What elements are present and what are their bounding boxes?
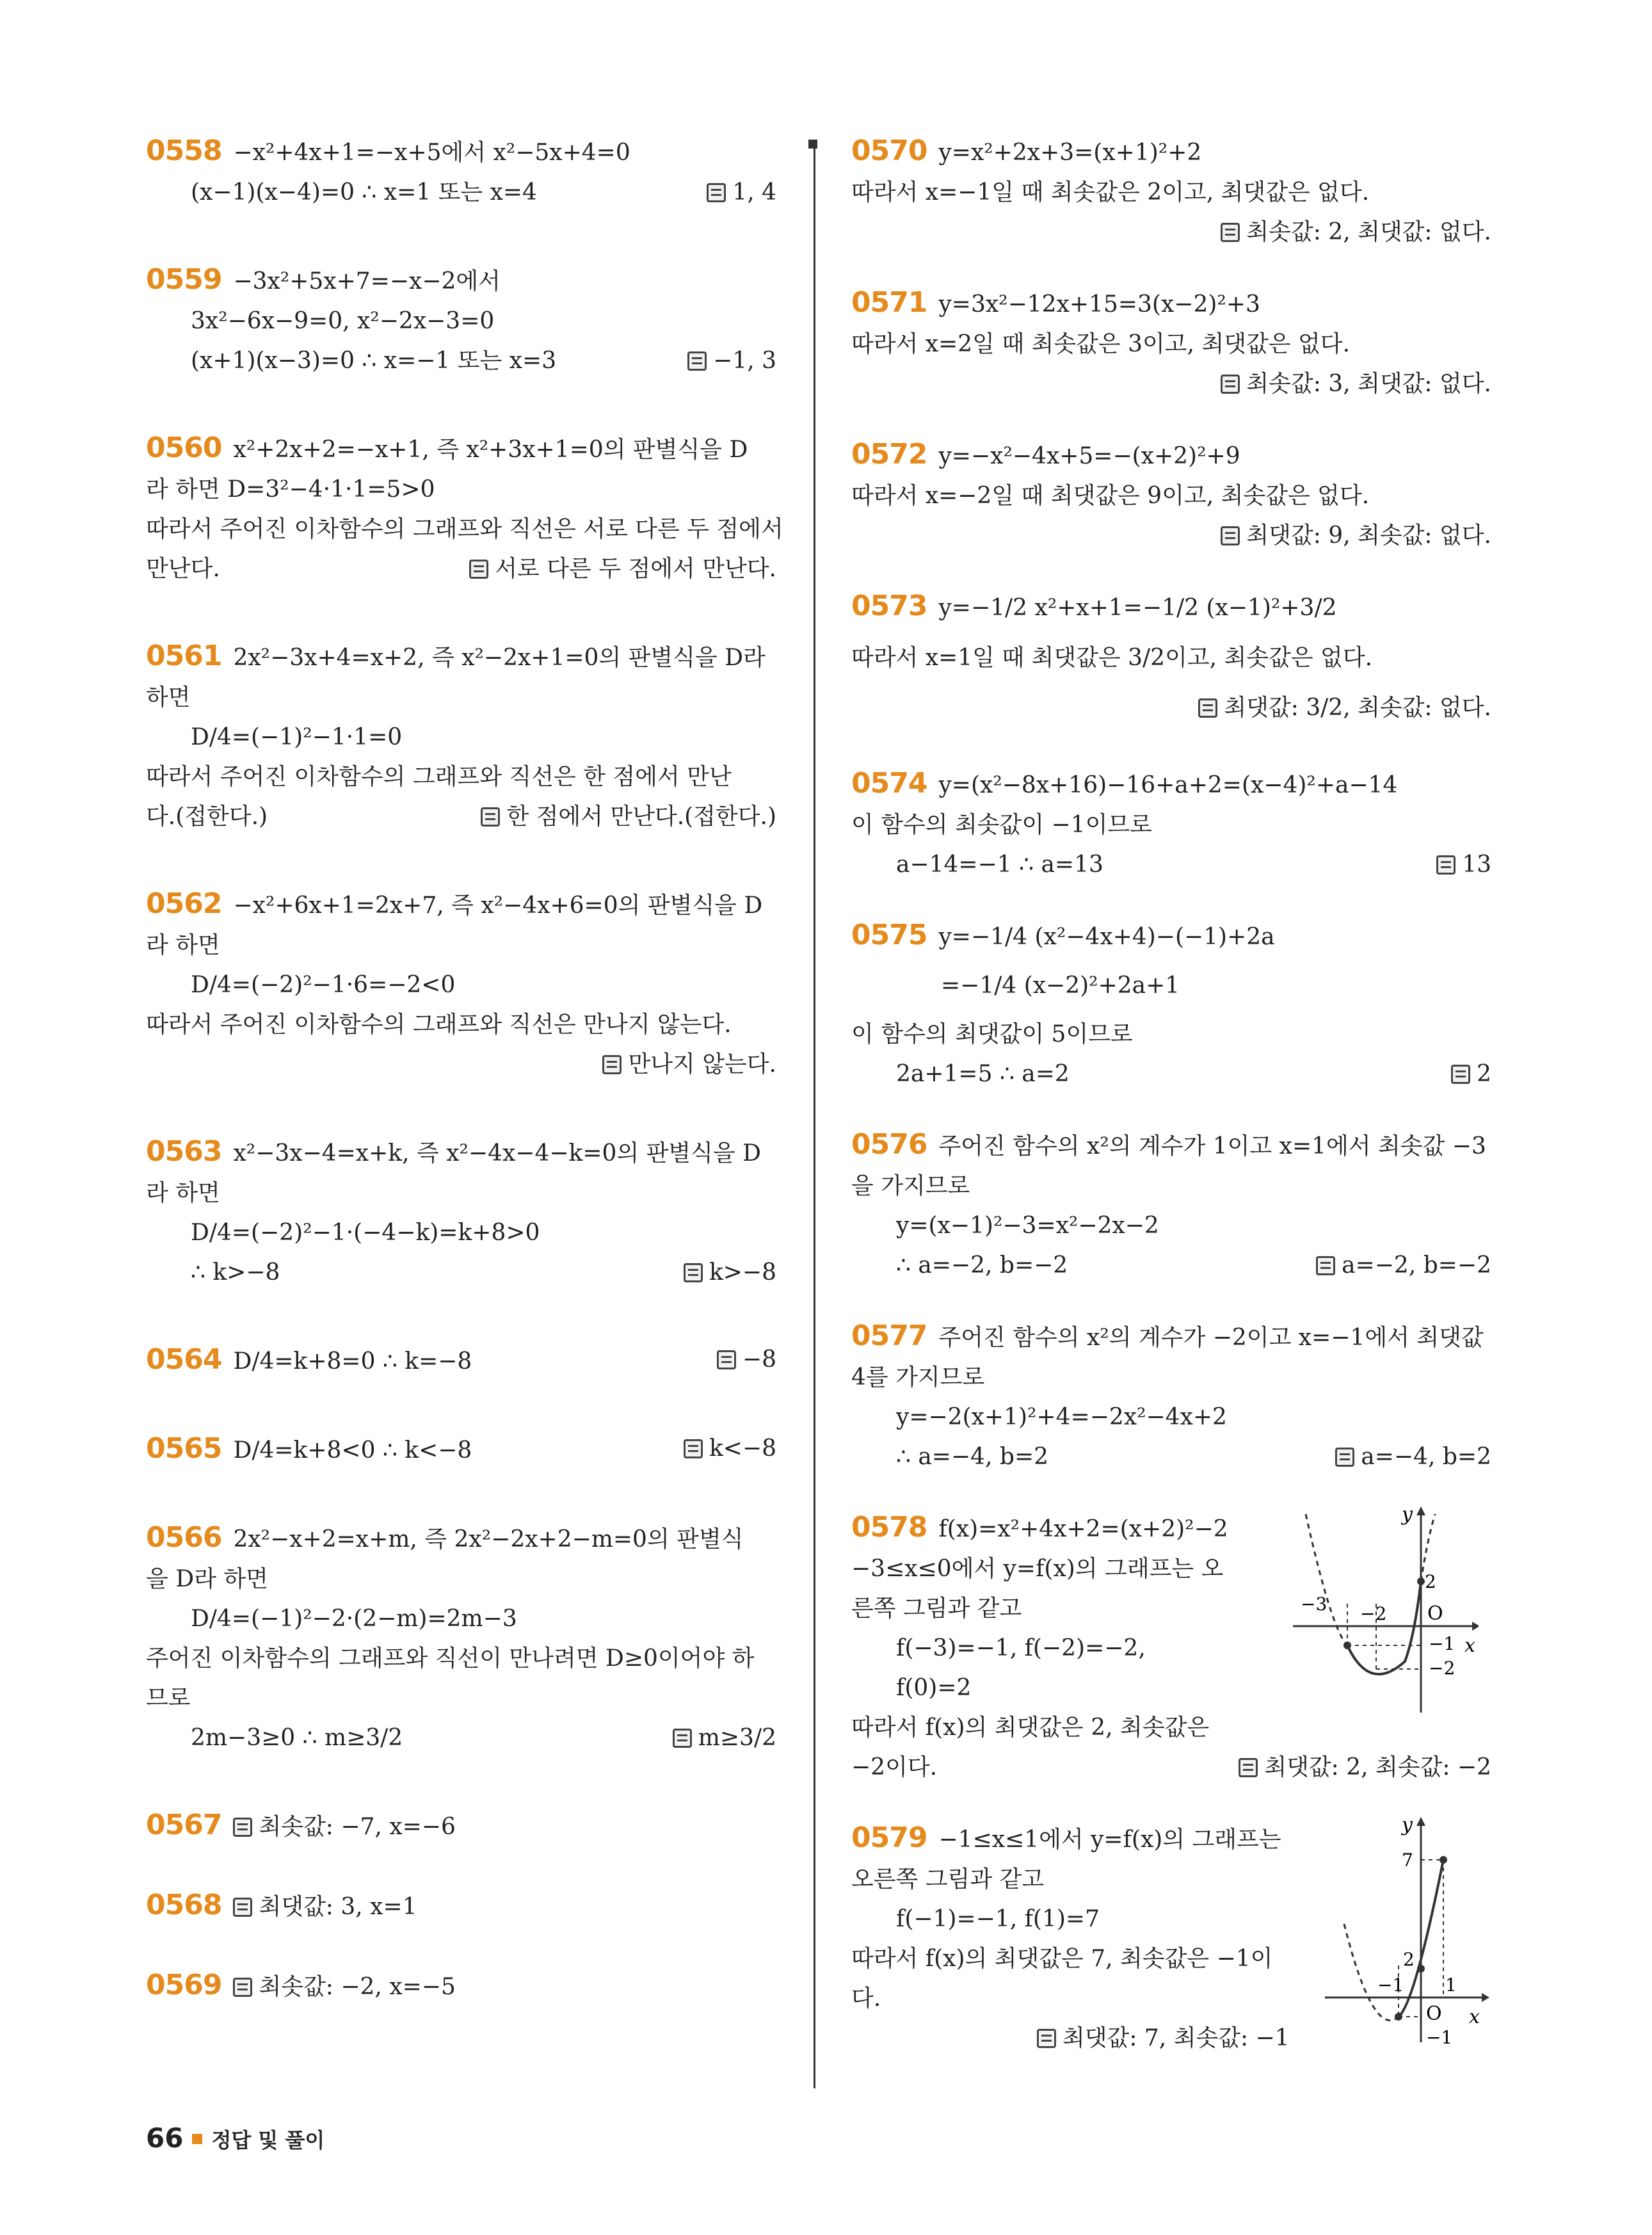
answer-icon <box>602 1055 622 1074</box>
problem-0573: 0573 y=−1/2 x²+x+1=−1/2 (x−1)²+3/2 따라서 x=1일 때 최댓값은 3/2이고, 최솟값은 없다. 최댓값: 3/2, 최솟값: 없다. <box>851 586 1491 728</box>
problem-0575: 0575 y=−1/4 (x²−4x+4)−(−1)+2a =−1/4 (x−2)²+2a+1 이 함수의 최댓값이 5이므로 2a+1=5 ∴ a=2 2 <box>851 916 1491 1094</box>
answer-icon <box>684 1263 703 1282</box>
answer: 만나지 않는다. <box>146 1045 776 1085</box>
answer: −1, 3 <box>687 341 776 381</box>
answer-icon <box>1221 223 1240 242</box>
problem-number: 0558 <box>146 134 222 167</box>
graph-0579 <box>1319 1812 1491 2055</box>
answer: 13 <box>1436 845 1491 885</box>
page-number: 66 <box>146 2122 184 2154</box>
problem-number: 0569 <box>146 1969 222 2001</box>
problem-number: 0559 <box>146 263 222 296</box>
answer-icon <box>481 807 500 827</box>
x-axis-arrow <box>1472 1622 1479 1631</box>
problem-number: 0573 <box>851 590 927 622</box>
problem-0560: 0560 x²+2x+2=−x+1, 즉 x²+3x+1=0의 판별식을 D 라 하면 D=3²−4·1·1=5>0 따라서 주어진 이차함수의 그래프와 직선은 서로 다른 두 점에서 만난다. 서로 다른 두 점에서 만난다. <box>146 428 776 589</box>
problem-0558: 0558 −x²+4x+1=−x+5에서 x²−5x+4=0 (x−1)(x−4)=0 ∴ x=1 또는 x=4 1, 4 <box>146 131 776 213</box>
answer-icon <box>684 1439 703 1458</box>
tick-minus1: −1 <box>1377 1974 1404 1996</box>
page-footer <box>146 2122 325 2154</box>
tick-minus3: −3 <box>1301 1594 1327 1615</box>
problem-0578: 0578 f(x)=x²+4x+2=(x+2)²−2 −3≤x≤0에서 y=f(x)의 그래프는 오 른쪽 그림과 같고 f(−3)=−1, f(−2)=−2, f(0)=2 따라서 f(x)의 최댓값은 2, 최솟값은 −2이다. 최댓값: 2, 최솟값: −2 y x O 2 −3 −2 −1 −2 <box>851 1508 1491 1787</box>
problem-number: 0565 <box>146 1432 222 1465</box>
problem-0577: 0577 주어진 함수의 x²의 계수가 −2이고 x=−1에서 최댓값 4를 가지므로 y=−2(x+1)²+4=−2x²−4x+2 ∴ a=−4, b=2 a=−4, b=2 <box>851 1316 1491 1477</box>
problem-number: 0567 <box>146 1809 222 1841</box>
y-axis-arrow <box>1416 1817 1425 1826</box>
point-start <box>1395 2013 1402 2021</box>
column-divider <box>814 142 815 2088</box>
answer-icon <box>1335 1448 1354 1467</box>
divider-mark <box>808 140 817 149</box>
answer-icon <box>1316 1256 1335 1275</box>
parabola-dashed-left <box>1344 1924 1399 2021</box>
problem-0569: 0569 최솟값: −2, x=−5 <box>146 1969 456 2001</box>
answer-icon <box>687 351 707 371</box>
problem-number: 0578 <box>851 1511 927 1544</box>
problem-number: 0577 <box>851 1319 927 1352</box>
origin-label: O <box>1426 2003 1442 2025</box>
y-label: y <box>1402 1814 1413 1836</box>
origin-label: O <box>1427 1602 1443 1625</box>
y-label: y <box>1402 1503 1413 1526</box>
problem-0571: 0571 y=3x²−12x+15=3(x−2)²+3 따라서 x=2일 때 최솟값은 3이고, 최댓값은 없다. 최솟값: 3, 최댓값: 없다. <box>851 283 1491 404</box>
problem-0567: 0567 최솟값: −7, x=−6 <box>146 1809 456 1841</box>
tick-minus1: −1 <box>1429 1633 1456 1654</box>
tick-1: 1 <box>1445 1974 1457 1996</box>
answer: k<−8 <box>684 1429 776 1469</box>
tick-minus2: −2 <box>1360 1603 1387 1624</box>
left-column <box>146 131 783 2045</box>
x-label: x <box>1469 2006 1480 2028</box>
answer-icon <box>717 1350 736 1369</box>
answer: 1, 4 <box>707 173 776 213</box>
answer: 한 점에서 만난다.(접한다.) <box>481 797 776 837</box>
answer: k>−8 <box>684 1253 776 1293</box>
answer-icon <box>469 560 488 579</box>
answer: 2 <box>1451 1054 1491 1094</box>
problem-number: 0571 <box>851 286 927 319</box>
answer-icon <box>707 183 726 202</box>
answer: a=−2, b=−2 <box>1316 1246 1491 1286</box>
answer: 서로 다른 두 점에서 만난다. <box>469 549 776 589</box>
problem-number: 0576 <box>851 1128 927 1161</box>
answer-icon <box>1037 2029 1056 2048</box>
problem-number: 0568 <box>146 1889 222 1921</box>
answer-icon <box>1451 1065 1470 1084</box>
answer: a=−4, b=2 <box>1335 1437 1491 1477</box>
problem-number: 0575 <box>851 919 927 951</box>
answer: −8 <box>717 1340 776 1380</box>
parabola-solid <box>1347 1581 1421 1674</box>
problem-number: 0563 <box>146 1135 222 1168</box>
right-column <box>851 131 1491 2106</box>
problem-0563: 0563 x²−3x−4=x+k, 즉 x²−4x−4−k=0의 판별식을 D 라 하면 D/4=(−2)²−1·(−4−k)=k+8>0 ∴ k>−8 k>−8 <box>146 1132 776 1293</box>
x-label: x <box>1464 1634 1475 1657</box>
tick-2: 2 <box>1403 1949 1415 1970</box>
answer-icon <box>673 1729 692 1748</box>
problem-0574: 0574 y=(x²−8x+16)−16+a+2=(x−4)²+a−14 이 함수의 최솟값이 −1이므로 a−14=−1 ∴ a=13 13 <box>851 764 1491 885</box>
answer: 최댓값: 3/2, 최솟값: 없다. <box>851 688 1491 728</box>
problem-0579: 0579 −1≤x≤1에서 y=f(x)의 그래프는 오른쪽 그림과 같고 f(−1)=−1, f(1)=7 따라서 f(x)의 최댓값은 7, 최솟값은 −1이 다. 최댓값: 7, 최솟값: −1 y x O 7 2 −1 1 −1 <box>851 1818 1491 2058</box>
point-y-intercept <box>1417 1965 1425 1973</box>
answer: 최댓값: 9, 최솟값: 없다. <box>851 516 1491 556</box>
answer: 최댓값: 2, 최솟값: −2 <box>1239 1748 1491 1787</box>
problem-0565: 0565 D/4=k+8<0 ∴ k<−8 k<−8 <box>146 1429 776 1471</box>
footer-label: 정답 및 풀이 <box>211 2128 325 2152</box>
x-axis-arrow <box>1482 1993 1489 2002</box>
tick-minus1b: −1 <box>1426 2027 1453 2048</box>
answer-icon <box>233 1898 252 1917</box>
point-end <box>1439 1856 1447 1864</box>
problem-number: 0572 <box>851 438 927 471</box>
problem-0566: 0566 2x²−x+2=x+m, 즉 2x²−2x+2−m=0의 판별식 을 D라 하면 D/4=(−1)²−2·(2−m)=2m−3 주어진 이차함수의 그래프와 직선이 만나려면 D≥0이어야 하 므로 2m−3≥0 ∴ m≥3/2 m≥3/2 <box>146 1518 776 1758</box>
tick-minus2b: −2 <box>1429 1658 1456 1679</box>
footer-square-icon <box>192 2134 202 2144</box>
answer-icon <box>233 1978 252 1997</box>
problem-0568: 0568 최댓값: 3, x=1 <box>146 1889 417 1921</box>
problem-0559: 0559 −3x²+5x+7=−x−2에서 3x²−6x−9=0, x²−2x−3=0 (x+1)(x−3)=0 ∴ x=−1 또는 x=3 −1, 3 <box>146 260 776 381</box>
point-end <box>1417 1577 1425 1585</box>
problem-number: 0561 <box>146 640 222 672</box>
problem-number: 0579 <box>851 1821 927 1854</box>
answer-icon <box>233 1818 252 1837</box>
problem-0562: 0562 −x²+6x+1=2x+7, 즉 x²−4x+6=0의 판별식을 D 라 하면 D/4=(−2)²−1·6=−2<0 따라서 주어진 이차함수의 그래프와 직선은 만나지 않는다. 만나지 않는다. <box>146 884 776 1085</box>
tick-2: 2 <box>1425 1571 1436 1592</box>
answer-icon <box>1221 526 1240 545</box>
problem-number: 0574 <box>851 767 927 800</box>
graph-0578 <box>1287 1501 1479 1719</box>
problem-number: 0570 <box>851 134 927 167</box>
tick-7: 7 <box>1402 1850 1413 1871</box>
problem-number: 0560 <box>146 432 222 464</box>
problem-0561: 0561 2x²−3x+4=x+2, 즉 x²−2x+1=0의 판별식을 D라 하면 D/4=(−1)²−1·1=0 따라서 주어진 이차함수의 그래프와 직선은 한 점에서 만난 다.(접한다.) 한 점에서 만난다.(접한다.) <box>146 636 776 837</box>
answer-icon <box>1221 375 1240 394</box>
answer-icon <box>1239 1758 1258 1777</box>
answer: 최솟값: 2, 최댓값: 없다. <box>851 213 1491 252</box>
answer-icon <box>1436 855 1456 875</box>
problem-number: 0562 <box>146 887 222 920</box>
y-axis-arrow <box>1416 1506 1425 1515</box>
problem-0570: 0570 y=x²+2x+3=(x+1)²+2 따라서 x=−1일 때 최솟값은 2이고, 최댓값은 없다. 최솟값: 2, 최댓값: 없다. <box>851 131 1491 252</box>
answer: 최솟값: 3, 최댓값: 없다. <box>851 364 1491 404</box>
answer: 최댓값: 7, 최솟값: −1 <box>851 2019 1491 2058</box>
answer-icon <box>1198 698 1217 718</box>
answer: m≥3/2 <box>673 1718 776 1758</box>
problem-0576: 0576 주어진 함수의 x²의 계수가 1이고 x=1에서 최솟값 −3 을 가지므로 y=(x−1)²−3=x²−2x−2 ∴ a=−2, b=−2 a=−2, b=−2 <box>851 1125 1491 1286</box>
problem-number: 0564 <box>146 1343 222 1376</box>
problem-0564: 0564 D/4=k+8=0 ∴ k=−8 −8 <box>146 1340 776 1382</box>
problem-0572: 0572 y=−x²−4x+5=−(x+2)²+9 따라서 x=−2일 때 최댓값은 9이고, 최솟값은 없다. 최댓값: 9, 최솟값: 없다. <box>851 435 1491 556</box>
point-start <box>1343 1642 1351 1649</box>
problem-number: 0566 <box>146 1521 222 1554</box>
